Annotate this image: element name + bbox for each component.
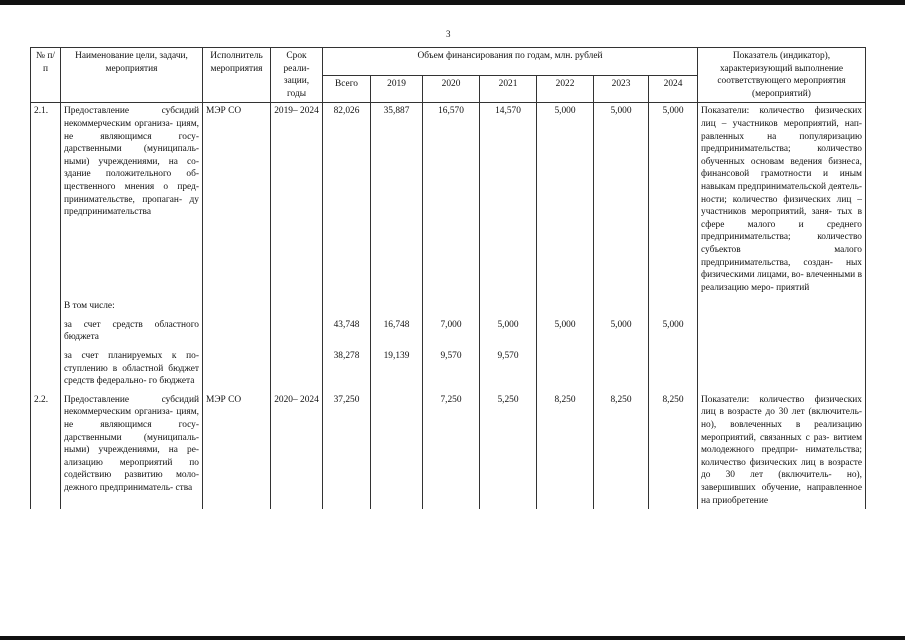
row-executor [203,315,271,346]
row-num: 2.2. [31,390,61,509]
row-2022 [537,346,594,390]
row-executor [203,346,271,390]
row-2020: 9,570 [423,346,480,390]
header-name: Наименование цели, задачи, мероприятия [61,48,203,103]
row-2024: 5,000 [649,103,698,296]
row-num [31,296,61,315]
row-2023: 5,000 [594,315,649,346]
row-indicator [698,346,866,390]
table-row [31,103,866,296]
row-2021: 9,570 [480,346,537,390]
row-2019: 35,887 [371,103,423,296]
row-2022: 5,000 [537,103,594,296]
table-row [31,296,866,315]
row-num [31,346,61,390]
row-2022: 5,000 [537,315,594,346]
row-2021: 5,000 [480,315,537,346]
row-term [271,296,323,315]
row-2023: 5,000 [594,103,649,296]
row-total: 38,278 [323,346,371,390]
row-2021 [480,296,537,315]
bottom-border-line [0,636,905,640]
row-2020: 7,250 [423,390,480,509]
header-total: Всего [323,75,371,103]
row-2022: 8,250 [537,390,594,509]
row-indicator [698,296,866,315]
row-total: 43,748 [323,315,371,346]
row-term [271,346,323,390]
table-row [31,390,866,509]
header-num: № п/п [31,48,61,103]
header-year-2022: 2022 [537,75,594,103]
row-2021: 5,250 [480,390,537,509]
table-row [31,315,866,346]
row-2020: 16,570 [423,103,480,296]
header-year-2020: 2020 [423,75,480,103]
header-year-2024: 2024 [649,75,698,103]
row-name: Предоставление субсидий некоммерческим организа- циям, не являющимся госу- дарственными (муниципаль- ными) учреждениями, на ре- ализацию мероприятий по содействию развитию моло- дежного предприниматель- ства [61,390,203,509]
row-2024 [649,296,698,315]
row-indicator: Показатели: количество физических лиц – участников мероприятий, нап- равленных на популяризацию предпринимательства; количество обученных основам ведения бизнеса, финансовой грамотности и иным навыкам предпринимательской деятель- ности; количество физических лиц – участников мероприятий, заня- тых в сфере малого и среднего предпринимательства; количество субъектов малого предпринимательства, создан- ных физическими лицами, во- влеченными в реализацию меро- приятий [698,103,866,296]
header-year-2021: 2021 [480,75,537,103]
row-2023 [594,346,649,390]
page-number: 3 [446,29,451,39]
row-name: за счет планируемых к по- ступлению в областной бюджет средств федерально- го бюджета [61,346,203,390]
row-2024 [649,346,698,390]
row-name: за счет средств областного бюджета [61,315,203,346]
row-2019 [371,390,423,509]
row-num [31,315,61,346]
row-executor: МЭР СО [203,390,271,509]
header-term: Срок реали- зации, годы [271,48,323,103]
row-term [271,315,323,346]
header-funding-group: Объем финансирования по годам, млн. рублей [323,48,698,76]
header-year-2023: 2023 [594,75,649,103]
top-border-line [0,0,905,5]
row-2021: 14,570 [480,103,537,296]
row-2020: 7,000 [423,315,480,346]
row-indicator: Показатели: количество физических лиц в возрасте до 30 лет (включитель- но), вовлеченных в реализацию мероприятий, связанных с раз- витием молодежного предпри- нимательства; количество физических лиц в возрасте до 30 лет (включитель- но), завершивших обучение, направленное на приобретение [698,390,866,509]
header-year-2019: 2019 [371,75,423,103]
row-2024: 5,000 [649,315,698,346]
row-2019: 16,748 [371,315,423,346]
row-2024: 8,250 [649,390,698,509]
row-2023: 8,250 [594,390,649,509]
row-num: 2.1. [31,103,61,296]
row-term: 2020– 2024 [271,390,323,509]
funding-table [30,47,866,509]
row-2019: 19,139 [371,346,423,390]
row-name: Предоставление субсидий некоммерческим организа- циям, не являющимся госу- дарственными (муниципаль- ными) учреждениями, на со- здание положительного об- щественного мнения о пред- принимательстве, пропаган- ду предпринимательства [61,103,203,296]
row-2023 [594,296,649,315]
row-name: В том числе: [61,296,203,315]
row-term: 2019– 2024 [271,103,323,296]
header-executor: Исполнитель мероприятия [203,48,271,103]
table-row [31,346,866,390]
row-total: 37,250 [323,390,371,509]
header-indicator: Показатель (индикатор), характеризующий выполнение соответствующего мероприятия (мероприятий) [698,48,866,103]
row-executor [203,296,271,315]
row-total: 82,026 [323,103,371,296]
row-2019 [371,296,423,315]
row-indicator [698,315,866,346]
row-executor: МЭР СО [203,103,271,296]
row-2022 [537,296,594,315]
row-2020 [423,296,480,315]
row-total [323,296,371,315]
